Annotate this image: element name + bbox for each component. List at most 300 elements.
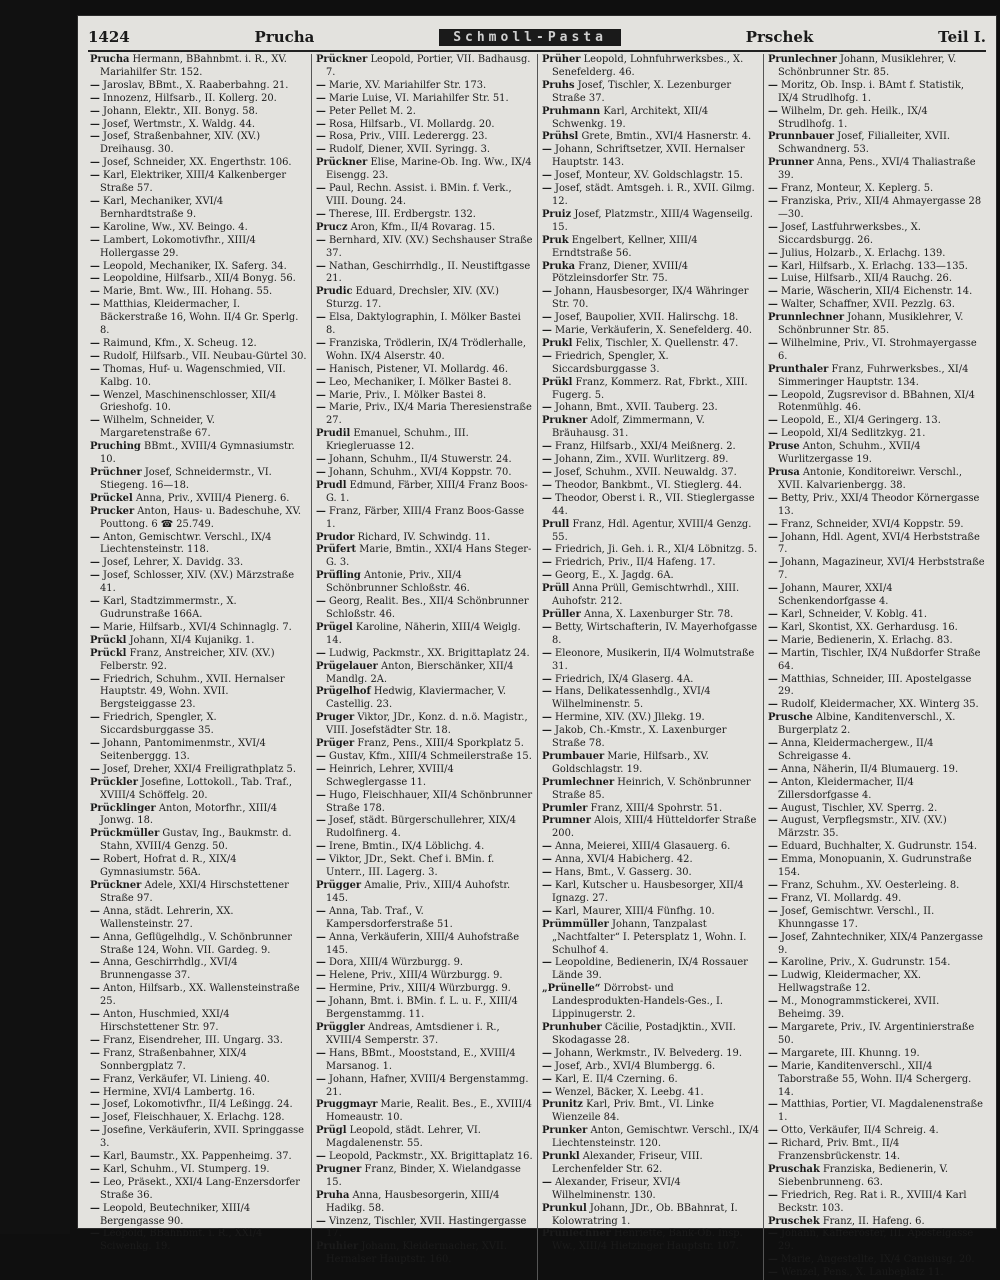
entry-name: —	[768, 1228, 778, 1240]
entry-text: Marie, Bmt. Ww., III. Hohang. 55.	[103, 286, 273, 298]
entry-name: Pruggmayr	[316, 1099, 378, 1111]
entry-name: —	[542, 312, 552, 324]
entry-name: —	[90, 170, 100, 182]
entry-name: Prusa	[768, 467, 800, 478]
entry-name: —	[542, 557, 552, 569]
entry-text: Johann, Hdl. Agent, XVI/4 Herbststraße 7.	[778, 531, 980, 556]
entry-name: —	[768, 776, 778, 788]
directory-entry	[90, 54, 307, 80]
entry-name: —	[316, 183, 326, 195]
entry-text: Grete, Bmtin., XVI/4 Hasnerstr. 4.	[581, 131, 752, 143]
entry-name: —	[316, 312, 326, 324]
entry-name: —	[316, 957, 326, 969]
entry-name: —	[90, 1163, 100, 1175]
entry-text: Franz, Hilfsarb., XXI/4 Meißnerg. 2.	[555, 441, 736, 453]
directory-entry	[316, 222, 533, 235]
entry-name: —	[768, 1125, 778, 1137]
entry-text: Antonie, Priv., XII/4 Schönbrunner Schloßstr. 46.	[326, 570, 470, 595]
directory-entry	[768, 273, 986, 286]
entry-name: —	[90, 596, 100, 608]
entry-text: Johann, Bmt. i. BMin. f. L. u. F., XIII/4 Bergenstammg. 11.	[326, 996, 518, 1021]
directory-entry	[768, 803, 986, 816]
directory-entry	[316, 764, 533, 790]
directory-entry	[768, 312, 986, 338]
directory-entry	[768, 609, 986, 622]
entry-text: Leo, Mechaniker, I. Mölker Bastei 8.	[329, 376, 512, 388]
entry-name: Prumler	[542, 802, 588, 814]
directory-entry	[542, 325, 759, 338]
directory-entry	[768, 1022, 986, 1048]
directory-entry	[90, 1228, 307, 1254]
directory-entry	[542, 131, 759, 144]
directory-entry	[768, 183, 986, 196]
entry-text: Johann, XI/4 Kujanikg. 1.	[129, 634, 255, 646]
entry-name: Prugner	[316, 1163, 362, 1175]
directory-entry	[90, 1125, 307, 1151]
entry-text: Josefine, Verkäuferin, XVII. Springgasse 3.	[100, 1125, 305, 1150]
entry-text: Josef, städt. Bürgerschullehrer, XIX/4 Rudolfinerg. 4.	[326, 815, 517, 840]
entry-name: —	[768, 337, 778, 349]
directory-entry	[542, 712, 759, 725]
directory-entry	[316, 841, 533, 854]
entry-name: Prucz	[316, 221, 348, 233]
directory-entry	[768, 532, 986, 558]
entry-name: —	[316, 750, 326, 762]
directory-entry	[316, 377, 533, 390]
entry-name: —	[768, 105, 778, 117]
directory-entry	[542, 377, 759, 403]
entry-name: —	[768, 557, 778, 569]
directory-entry	[90, 738, 307, 764]
entry-text: Anna, Pens., XVI/4 Thaliastraße 39.	[778, 157, 976, 182]
entry-text: Raimund, Kfm., X. Scheug. 12.	[103, 337, 257, 349]
directory-entry	[90, 712, 307, 738]
entry-name: —	[542, 325, 552, 337]
entry-text: Franz, Binder, X. Wielandgasse 15.	[326, 1163, 521, 1188]
entry-text: Marie, Verkäuferin, X. Senefelderg. 40.	[555, 325, 753, 337]
entry-text: Georg, Realit. Bes., XII/4 Schönbrunner Schloßstr. 46.	[326, 596, 529, 620]
entry-text: Nathan, Geschirrhdlg., II. Neustiftgasse 21.	[326, 260, 531, 285]
directory-entry	[90, 570, 307, 596]
entry-text: Franz, Monteur, X. Keplerg. 5.	[781, 183, 934, 195]
entry-name: Prunkul	[542, 1202, 587, 1214]
entry-text: Karl, Kutscher u. Hausbesorger, XII/4 Ignazg. 27.	[552, 880, 744, 904]
directory-entry	[768, 54, 986, 80]
directory-entry	[316, 932, 533, 958]
directory-entry	[768, 261, 986, 274]
entry-name: —	[542, 286, 552, 298]
entry-name: —	[90, 1112, 100, 1124]
entry-name: —	[542, 867, 552, 879]
entry-name: —	[316, 596, 326, 608]
directory-entry	[768, 390, 986, 416]
entry-name: —	[542, 725, 552, 737]
entry-text: Johann, Kaffeeröster, III. Apostelgasse 29.	[778, 1228, 974, 1253]
entry-text: Amalie, Priv., XIII/4 Auhofstr. 145.	[326, 880, 511, 904]
directory-entry	[542, 54, 759, 80]
entry-text: Heinrich, Lehrer, XVIII/4 Schweglergasse 11.	[326, 763, 454, 788]
directory-entry	[316, 1216, 533, 1242]
entry-name: Pruger	[316, 712, 355, 724]
entry-name: —	[90, 531, 100, 543]
directory-entry	[768, 635, 986, 648]
entry-text: Franz, Pens., XIII/4 Sporkplatz 5.	[357, 738, 524, 750]
entry-name: —	[542, 1047, 552, 1059]
directory-entry	[316, 119, 533, 132]
entry-name: —	[90, 389, 100, 401]
directory-entry	[316, 402, 533, 428]
entry-text: Johann, Hafner, XVIII/4 Bergenstammg. 21.	[326, 1073, 529, 1098]
entry-name: —	[90, 157, 100, 169]
directory-entry	[768, 557, 986, 583]
entry-text: Heinrich, V. Schönbrunner Straße 85.	[552, 776, 751, 801]
entry-text: Luise, Hilfsarb., XII/4 Rauchg. 26.	[781, 273, 952, 285]
directory-entry	[542, 480, 759, 493]
entry-name: —	[768, 518, 778, 530]
directory-entry	[768, 648, 986, 674]
entry-name: —	[768, 286, 778, 298]
entry-text: Karoline, Ww., XV. Beingo. 4.	[103, 221, 248, 233]
entry-text: Anton, Gemischtwr. Verschl., IX/4 Liechtensteinstr. 118.	[100, 531, 272, 556]
entry-text: Anton, Huschmied, XXI/4 Hirschstettener Str. 97.	[100, 1009, 230, 1033]
directory-entry	[768, 699, 986, 712]
entry-text: Franz, Eisendreher, III. Ungarg. 33.	[103, 1034, 283, 1046]
entry-text: Karl, Priv. Bmt., VI. Linke Wienzeile 84.	[552, 1099, 714, 1124]
entry-text: Dora, XIII/4 Würzburgg. 9.	[329, 957, 464, 969]
entry-text: Anna, XVI/4 Habicherg. 42.	[555, 854, 693, 866]
entry-name: —	[90, 92, 100, 104]
entry-name: Prückner	[316, 157, 368, 169]
entry-text: Anna, Geschirrhdlg., XVI/4 Brunnengasse 37.	[100, 957, 238, 982]
directory-entry	[768, 880, 986, 893]
directory-entry	[90, 1099, 307, 1112]
entry-name: —	[316, 905, 326, 917]
directory-entry	[316, 570, 533, 596]
entry-name: Pruka	[542, 260, 576, 272]
entry-text: Alexander, Friseur, XVI/4 Wilhelminenstr. 130.	[552, 1176, 681, 1201]
entry-text: Gustav, Ing., Baukmstr. d. Stahn, XVIII/4 Genzg. 50.	[100, 828, 292, 853]
entry-text: Josef, Zahntechniker, XIX/4 Panzergasse 9.	[778, 931, 983, 956]
entry-name: Prückler	[90, 776, 138, 788]
directory-entry	[316, 686, 533, 712]
directory-entry	[768, 957, 986, 970]
entry-name: —	[768, 673, 778, 685]
directory-entry	[542, 183, 759, 209]
entry-text: Betty, Wirtschafterin, IV. Mayerhofgasse 8.	[552, 621, 758, 646]
entry-name: —	[542, 441, 552, 453]
entry-text: Anna, Näherin, II/4 Blumauerg. 19.	[781, 763, 959, 775]
entry-text: Anton, Hilfsarb., XX. Wallensteinstraße 25.	[100, 983, 300, 1008]
entry-text: Johann, JDr., Ob. BBahnrat, I. Kolowratring 1.	[552, 1202, 738, 1227]
entry-name: —	[542, 479, 552, 491]
directory-entry	[316, 957, 533, 970]
entry-text: Matthias, Schneider, III. Apostelgasse 29.	[778, 673, 972, 698]
entry-name: Prunlechner	[768, 54, 837, 65]
entry-name: —	[768, 699, 778, 711]
entry-text: Josef, Tischler, X. Lezenburger Straße 37.	[552, 79, 732, 104]
entry-name: Prüher	[542, 54, 581, 65]
entry-name: —	[768, 1099, 778, 1111]
directory-columns	[86, 54, 990, 1279]
entry-text: Anna, Verkäuferin, XIII/4 Auhofstraße 145.	[326, 931, 520, 956]
directory-entry	[542, 983, 759, 1022]
directory-entry	[542, 80, 759, 106]
entry-name: Prusche	[768, 712, 813, 724]
entry-text: Franz, II. Hafeng. 6.	[822, 1215, 925, 1227]
entry-text: Eduard, Buchhalter, X. Gudrunstr. 154.	[781, 841, 978, 853]
entry-name: —	[542, 1060, 552, 1072]
directory-entry	[542, 1228, 759, 1254]
directory-entry	[768, 583, 986, 609]
directory-entry	[542, 815, 759, 841]
directory-entry	[768, 1099, 986, 1125]
directory-entry	[542, 544, 759, 557]
directory-entry	[316, 364, 533, 377]
entry-text: Julius, Holzarb., X. Erlachg. 139.	[781, 247, 946, 259]
directory-entry	[316, 261, 533, 287]
entry-text: Karl, Maurer, XIII/4 Fünfhg. 10.	[555, 905, 715, 917]
entry-name: —	[542, 686, 552, 698]
entry-text: Franz, Fuhrwerksbes., XI/4 Simmeringer Hauptstr. 134.	[778, 363, 969, 388]
entry-name: —	[90, 363, 100, 375]
entry-text: Gustav, Kfm., XIII/4 Schmeilerstraße 15.	[329, 750, 532, 762]
entry-name: —	[768, 634, 778, 646]
entry-name: —	[316, 118, 326, 130]
directory-entry	[316, 467, 533, 480]
directory-entry	[316, 390, 533, 403]
entry-text: Friedrich, IX/4 Glaserg. 4A.	[555, 673, 694, 685]
entry-name: —	[90, 673, 100, 685]
entry-text: Johann, Maurer, XXI/4 Schenkendorfgasse 4.	[778, 583, 893, 608]
directory-entry	[316, 661, 533, 687]
entry-name: —	[768, 892, 778, 904]
entry-text: Hermine, Priv., XIII/4 Würzburgg. 9.	[329, 983, 511, 995]
entry-text: Hermine, XVI/4 Lambertg. 16.	[103, 1086, 255, 1098]
entry-text: Franziska, Priv., XII/4 Ahmayergasse 28—30.	[778, 195, 982, 220]
directory-entry	[768, 106, 986, 132]
entry-name: —	[542, 183, 552, 195]
entry-text: Aron, Kfm., II/4 Rovarag. 15.	[350, 221, 496, 233]
directory-entry	[542, 170, 759, 183]
directory-entry	[90, 1035, 307, 1048]
entry-name: —	[768, 1060, 778, 1072]
directory-entry	[768, 441, 986, 467]
entry-name: —	[316, 983, 326, 995]
entry-text: Margarete, Priv., IV. Argentinierstraße 50.	[778, 1021, 975, 1046]
entry-name: —	[768, 389, 778, 401]
directory-entry	[90, 441, 307, 467]
entry-name: —	[542, 1176, 552, 1188]
directory-entry	[90, 648, 307, 674]
entry-text: Josef, Schneider, XX. Engerthstr. 106.	[103, 157, 292, 169]
directory-entry	[90, 1151, 307, 1164]
entry-text: Karl, E. II/4 Czerning. 6.	[555, 1073, 678, 1085]
entry-text: Robert, Hofrat d. R., XIX/4 Gymnasiumstr. 56A.	[100, 854, 237, 879]
entry-text: Rudolf, Kleidermacher, XX. Winterg 35.	[781, 699, 979, 711]
directory-entry	[90, 1074, 307, 1087]
entry-text: Leopoldine, Hilfsarb., XII/4 Bonyg. 56.	[103, 273, 296, 285]
entry-text: Rudolf, Hilfsarb., VII. Neubau-Gürtel 30.	[103, 350, 307, 362]
entry-text: Josef, Arb., XVI/4 Blumbergg. 6.	[555, 1060, 716, 1072]
entry-text: Ludwig, Packmstr., XX. Brigittaplatz 24.	[329, 647, 530, 659]
entry-text: Matthias, Kleidermacher, I. Bäckerstraße 16, Wohn. II/4 Gr. Sperlg. 8.	[100, 299, 299, 337]
directory-entry	[316, 880, 533, 906]
column-4	[764, 54, 990, 1280]
entry-name: —	[768, 802, 778, 814]
entry-name: —	[768, 1189, 778, 1201]
entry-text: Josef, Lehrer, X. Davidg. 33.	[103, 557, 244, 569]
entry-name: —	[768, 841, 778, 853]
entry-text: Anna, X. Laxenburger Str. 78.	[583, 608, 734, 620]
directory-entry	[768, 906, 986, 932]
entry-name: —	[90, 1176, 100, 1188]
directory-entry	[768, 1254, 986, 1267]
directory-entry	[768, 286, 986, 299]
directory-entry	[768, 415, 986, 428]
entry-name: —	[316, 79, 326, 91]
entry-text: Friedrich, Priv., II/4 Hafeng. 17.	[555, 557, 716, 569]
entry-name: Prumner	[542, 815, 591, 827]
entry-name: —	[316, 996, 326, 1008]
entry-text: Johann, Schuhm., XVI/4 Koppstr. 70.	[329, 467, 512, 478]
entry-name: —	[316, 1073, 326, 1085]
entry-name: —	[316, 467, 326, 478]
entry-text: Viktor, JDr., Sekt. Chef i. BMin. f. Unterr., III. Lagerg. 3.	[326, 854, 495, 879]
directory-entry	[316, 338, 533, 364]
entry-name: —	[90, 983, 100, 995]
entry-text: Leopold, Lohnfuhrwerksbes., X. Senefelderg. 46.	[552, 54, 744, 78]
entry-name: Pruschak	[768, 1163, 820, 1175]
entry-text: Franz, Kommerz. Rat, Fbrkt., XIII. Fugerg. 5.	[552, 376, 748, 401]
directory-entry	[316, 506, 533, 532]
entry-text: Josef, Wertmstr., X. Waldg. 44.	[103, 118, 256, 130]
entry-name: —	[90, 234, 100, 246]
entry-name: —	[90, 337, 100, 349]
entry-name: Prunner	[768, 157, 814, 169]
entry-text: Franz, XIII/4 Spohrstr. 51.	[590, 802, 723, 814]
entry-text: Marie, Priv., I. Mölker Bastei 8.	[329, 389, 487, 401]
entry-text: Karl, Schuhm., VI. Stumperg. 19.	[103, 1163, 270, 1175]
directory-entry	[542, 338, 759, 351]
directory-entry	[316, 532, 533, 545]
page-number: 1424	[88, 28, 130, 46]
entry-text: Johann, Zim., XVII. Wurlitzerg. 89.	[555, 454, 729, 466]
entry-text: Walter, Schaffner, XVII. Pezzlg. 63.	[781, 299, 955, 311]
entry-name: Prückner	[90, 880, 142, 891]
entry-text: Marie, Wäscherin, XII/4 Eichenstr. 14.	[781, 286, 973, 298]
entry-text: Josefine, Lottokoll., Tab. Traf., XVIII/4 Schöffelg. 20.	[100, 776, 293, 801]
entry-text: Franz, Anstreicher, XIV. (XV.) Felberstr. 92.	[100, 647, 275, 672]
entry-name: Pruiz	[542, 208, 572, 220]
entry-text: Wilhelmine, Priv., VI. Strohmayergasse 6.	[778, 337, 977, 362]
directory-entry	[542, 570, 759, 583]
directory-entry	[316, 80, 533, 93]
entry-text: Richard, Priv. Bmt., II/4 Franzensbrückenstr. 14.	[778, 1138, 901, 1163]
entry-name: —	[542, 880, 552, 891]
entry-text: August, Verpflegsmstr., XIV. (XV.) Märzstr. 35.	[778, 815, 947, 840]
directory-entry	[542, 519, 759, 545]
entry-name: —	[90, 286, 100, 298]
entry-text: Matthias, Portier, VI. Magdalenenstraße 1.	[778, 1099, 983, 1124]
directory-entry	[90, 467, 307, 493]
column-3	[538, 54, 764, 1280]
entry-text: August, Tischler, XV. Sperrg. 2.	[781, 802, 938, 814]
entry-text: Johann, Musiklehrer, V. Schönbrunner Str. 85.	[778, 54, 957, 78]
entry-name: —	[768, 273, 778, 285]
entry-text: Marie, Kanditenverschl., XII/4 Taborstraße 55, Wohn. II/4 Schergerg. 14.	[778, 1060, 972, 1098]
directory-entry	[542, 674, 759, 687]
directory-entry	[542, 351, 759, 377]
entry-text: Josef, Schuhm., XVII. Neuwaldg. 37.	[555, 467, 737, 478]
entry-text: Marie, Priv., IX/4 Maria Theresienstraße 27.	[326, 402, 532, 427]
entry-text: Paul, Rechn. Assist. i. BMin. f. Verk., VIII. Doung. 24.	[326, 183, 512, 207]
entry-name: —	[542, 841, 552, 853]
entry-text: Karl, Schneider, V. Koblg. 41.	[781, 608, 928, 620]
entry-text: Adolf, Zimmermann, V. Bräuhausg. 31.	[552, 415, 705, 440]
entry-name: —	[768, 608, 778, 620]
entry-text: Hugo, Fleischhauer, XII/4 Schönbrunner Straße 178.	[326, 789, 533, 814]
entry-name: —	[542, 544, 552, 556]
entry-text: Johann, Schriftsetzer, XVII. Hernalser Hauptstr. 143.	[552, 144, 745, 169]
column-2	[312, 54, 538, 1280]
directory-entry	[316, 970, 533, 983]
entry-text: Wenzel, Pens., X. Laubeplatz 11.	[781, 1267, 944, 1279]
directory-entry	[542, 609, 759, 622]
entry-name: —	[768, 1254, 778, 1266]
directory-entry	[768, 157, 986, 183]
directory-entry	[90, 415, 307, 441]
directory-entry	[542, 919, 759, 958]
entry-text: Leopold, Portier, VII. Badhausg. 7.	[326, 54, 531, 78]
entry-name: —	[768, 1047, 778, 1059]
binding-edge	[0, 0, 70, 1234]
directory-entry	[90, 351, 307, 364]
directory-entry	[90, 880, 307, 906]
entry-text: Anton, Kleidermacher, II/4 Zillersdorfgasse 4.	[778, 776, 914, 801]
entry-text: Anna, Geflügelhdlg., V. Schönbrunner Straße 124, Wohn. VII. Gardeg. 9.	[100, 931, 292, 956]
entry-name: Pruching	[90, 441, 141, 453]
entry-text: Johann, Tanzpalast „Nachtfalter“ I. Petersplatz 1, Wohn. I. Schulhof 4.	[552, 918, 747, 956]
entry-text: Anna Prüll, Gemischtwrhdl., XIII. Auhofstr. 212.	[552, 583, 740, 608]
entry-text: Johann, Elektr., XII. Bonyg. 58.	[103, 105, 258, 117]
entry-name: —	[90, 905, 100, 917]
directory-entry	[768, 764, 986, 777]
directory-entry	[542, 686, 759, 712]
entry-text: Johann, Pantomimenmstr., XVI/4 Seitenberggg. 13.	[100, 738, 266, 762]
entry-text: Leopold, BBahnbmt. i. R., XXI/4 Sciwenkg. 19.	[100, 1228, 263, 1253]
directory-entry	[90, 828, 307, 854]
entry-name: —	[768, 299, 778, 311]
entry-text: Engelbert, Kellner, XIII/4 Erndtstraße 56.	[552, 234, 698, 259]
entry-name: Prunker	[542, 1125, 588, 1137]
entry-text: Lambert, Lokomotivfhr., XIII/4 Hollergasse 29.	[100, 234, 256, 259]
directory-entry	[90, 906, 307, 932]
entry-text: Antonie, Konditoreiwr. Verschl., XVII. Kalvarienbergg. 38.	[778, 467, 963, 491]
entry-name: —	[90, 621, 100, 633]
directory-entry	[316, 790, 533, 816]
entry-name: Prüger	[316, 738, 355, 750]
entry-text: Leopold, Zugsrevisor d. BBahnen, XI/4 Rotenmühlg. 46.	[778, 389, 975, 414]
directory-entry	[542, 467, 759, 480]
entry-name: —	[90, 1151, 100, 1163]
part-label: Teil I.	[938, 28, 986, 46]
entry-name: —	[316, 454, 326, 466]
entry-text: Alois, XIII/4 Hütteldorfer Straße 200.	[552, 815, 757, 840]
entry-name: —	[90, 957, 100, 969]
directory-entry	[542, 1151, 759, 1177]
directory-entry	[768, 1216, 986, 1229]
entry-name: —	[768, 931, 778, 943]
